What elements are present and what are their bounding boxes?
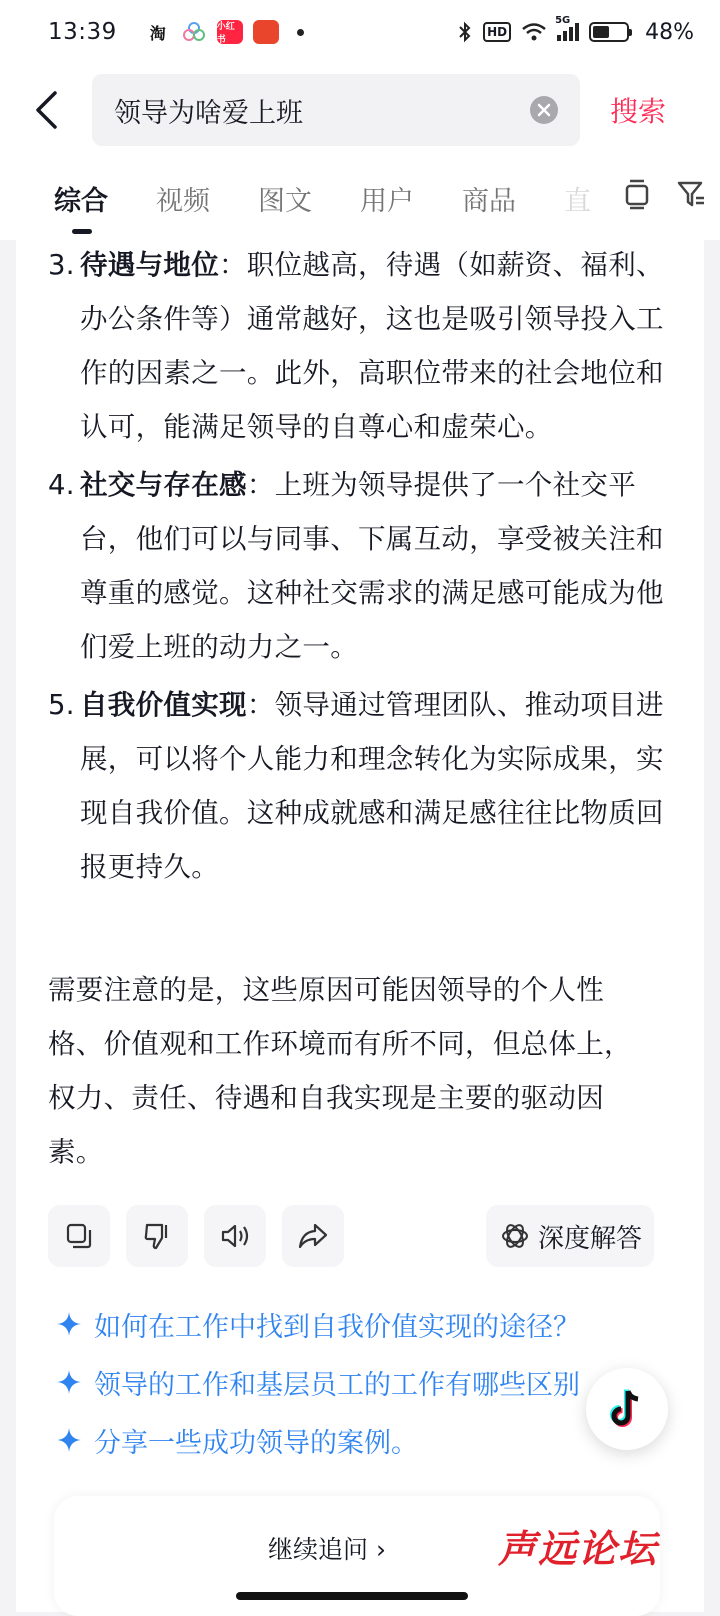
list-item-body: ：上班为领导提供了一个社交平台，他们可以与同事、下属互动，享受被关注和尊重的感觉。这种社交需求的满足感可能成为他们爱上班的动力之一。 xyxy=(80,469,664,663)
suggestion-item[interactable]: 如何在工作中找到自我价值实现的途径？ xyxy=(56,1304,676,1344)
share-button[interactable] xyxy=(282,1205,344,1267)
close-icon xyxy=(538,104,550,116)
status-bar xyxy=(0,0,720,64)
search-button[interactable]: 搜索 xyxy=(610,95,667,128)
list-item-title: 自我价值实现 xyxy=(80,689,247,721)
tab-tools xyxy=(624,178,706,210)
xiaohongshu-app-icon: 小红书 xyxy=(217,20,243,44)
notification-icons xyxy=(145,20,304,44)
more-notifications-dot xyxy=(297,29,304,36)
filter-icon[interactable] xyxy=(676,179,706,209)
signal-icon: 5G xyxy=(557,23,579,41)
hd-icon: HD xyxy=(483,22,511,42)
list-item-body: ：职位越高，待遇（如薪资、福利、办公条件等）通常越好，这也是吸引领导投入工作的因素之一。此外，高职位带来的社会地位和认可，能满足领导的自尊心和虚荣心。 xyxy=(80,249,664,443)
home-indicator[interactable] xyxy=(236,1592,468,1600)
chevron-left-icon xyxy=(33,90,59,130)
system-icons xyxy=(457,15,694,45)
tab-users[interactable]: 用户 xyxy=(360,185,414,217)
wifi-icon xyxy=(521,22,547,42)
read-aloud-button[interactable] xyxy=(204,1205,266,1267)
sparkle-icon xyxy=(56,1311,82,1337)
tab-image-text[interactable]: 图文 xyxy=(258,185,312,217)
answer-list xyxy=(48,240,668,894)
status-time: 13:39 xyxy=(48,19,117,45)
list-item-title: 待遇与地位 xyxy=(80,249,219,281)
clear-button[interactable] xyxy=(530,96,558,124)
deep-answer-button[interactable] xyxy=(486,1205,654,1267)
sparkle-icon xyxy=(56,1427,82,1453)
list-item-title: 社交与存在感 xyxy=(80,469,247,501)
list-item: 4. 社交与存在感：上班为领导提供了一个社交平台，他们可以与同事、下属互动，享受被关注和尊重的感觉。这种社交需求的满足感可能成为他们爱上班的动力之一。 xyxy=(48,469,664,663)
taobao-app-icon: 淘 xyxy=(149,23,166,43)
layout-toggle-icon[interactable] xyxy=(624,178,650,210)
answer-actions xyxy=(48,1205,654,1267)
battery-percent: 48% xyxy=(645,19,694,45)
watermark-logo: 声远论坛 xyxy=(498,1527,659,1571)
sparkle-icon xyxy=(56,1369,82,1395)
battery-icon xyxy=(589,22,629,42)
dislike-button[interactable] xyxy=(126,1205,188,1267)
list-item: 3. 待遇与地位：职位越高，待遇（如薪资、福利、办公条件等）通常越好，这也是吸引领导投入工作的因素之一。此外，高职位带来的社会地位和认可，能满足领导的自尊心和虚荣心。 xyxy=(48,249,664,443)
tab-live[interactable]: 直 xyxy=(564,185,591,217)
tab-video[interactable]: 视频 xyxy=(156,185,210,217)
cloud-app-icon xyxy=(181,20,207,44)
list-item-body: ：领导通过管理团队、推动项目进展，可以将个人能力和理念转化为实际成果，实现自我价值。这种成就感和满足感往往比物质回报更持久。 xyxy=(80,689,664,883)
copy-button[interactable] xyxy=(48,1205,110,1267)
douyin-float-button[interactable] xyxy=(586,1368,668,1450)
search-input[interactable] xyxy=(114,95,530,126)
result-tabs xyxy=(0,156,720,240)
back-button[interactable] xyxy=(0,64,92,156)
list-item: 5. 自我价值实现：领导通过管理团队、推动项目进展，可以将个人能力和理念转化为实际成果，实现自我价值。这种成就感和满足感往往比物质回报更持久。 xyxy=(48,689,664,883)
copy-icon xyxy=(64,1221,94,1251)
bluetooth-icon xyxy=(457,21,473,43)
deep-answer-label: 深度解答 xyxy=(537,1223,642,1254)
douyin-logo-icon xyxy=(607,1387,647,1431)
search-box[interactable] xyxy=(92,74,580,146)
atom-icon xyxy=(500,1221,530,1251)
suggestion-item[interactable]: 领导的工作和基层员工的工作有哪些区别 xyxy=(56,1362,676,1402)
game-app-icon xyxy=(253,20,279,44)
continue-asking-button[interactable]: 继续追问 › xyxy=(268,1535,386,1564)
search-header xyxy=(0,64,720,156)
tab-products[interactable]: 商品 xyxy=(462,185,516,217)
tab-all[interactable]: 综合 xyxy=(54,179,108,218)
share-icon xyxy=(297,1221,329,1251)
thumbs-down-icon xyxy=(142,1221,172,1251)
speaker-icon xyxy=(219,1221,251,1251)
answer-summary: 需要注意的是，这些原因可能因领导的个人性格、价值观和工作环境而有所不同，但总体上，权力、责任、待遇和自我实现是主要的驱动因素。 xyxy=(48,974,632,1168)
suggestion-item[interactable]: 分享一些成功领导的案例。 xyxy=(56,1420,676,1460)
